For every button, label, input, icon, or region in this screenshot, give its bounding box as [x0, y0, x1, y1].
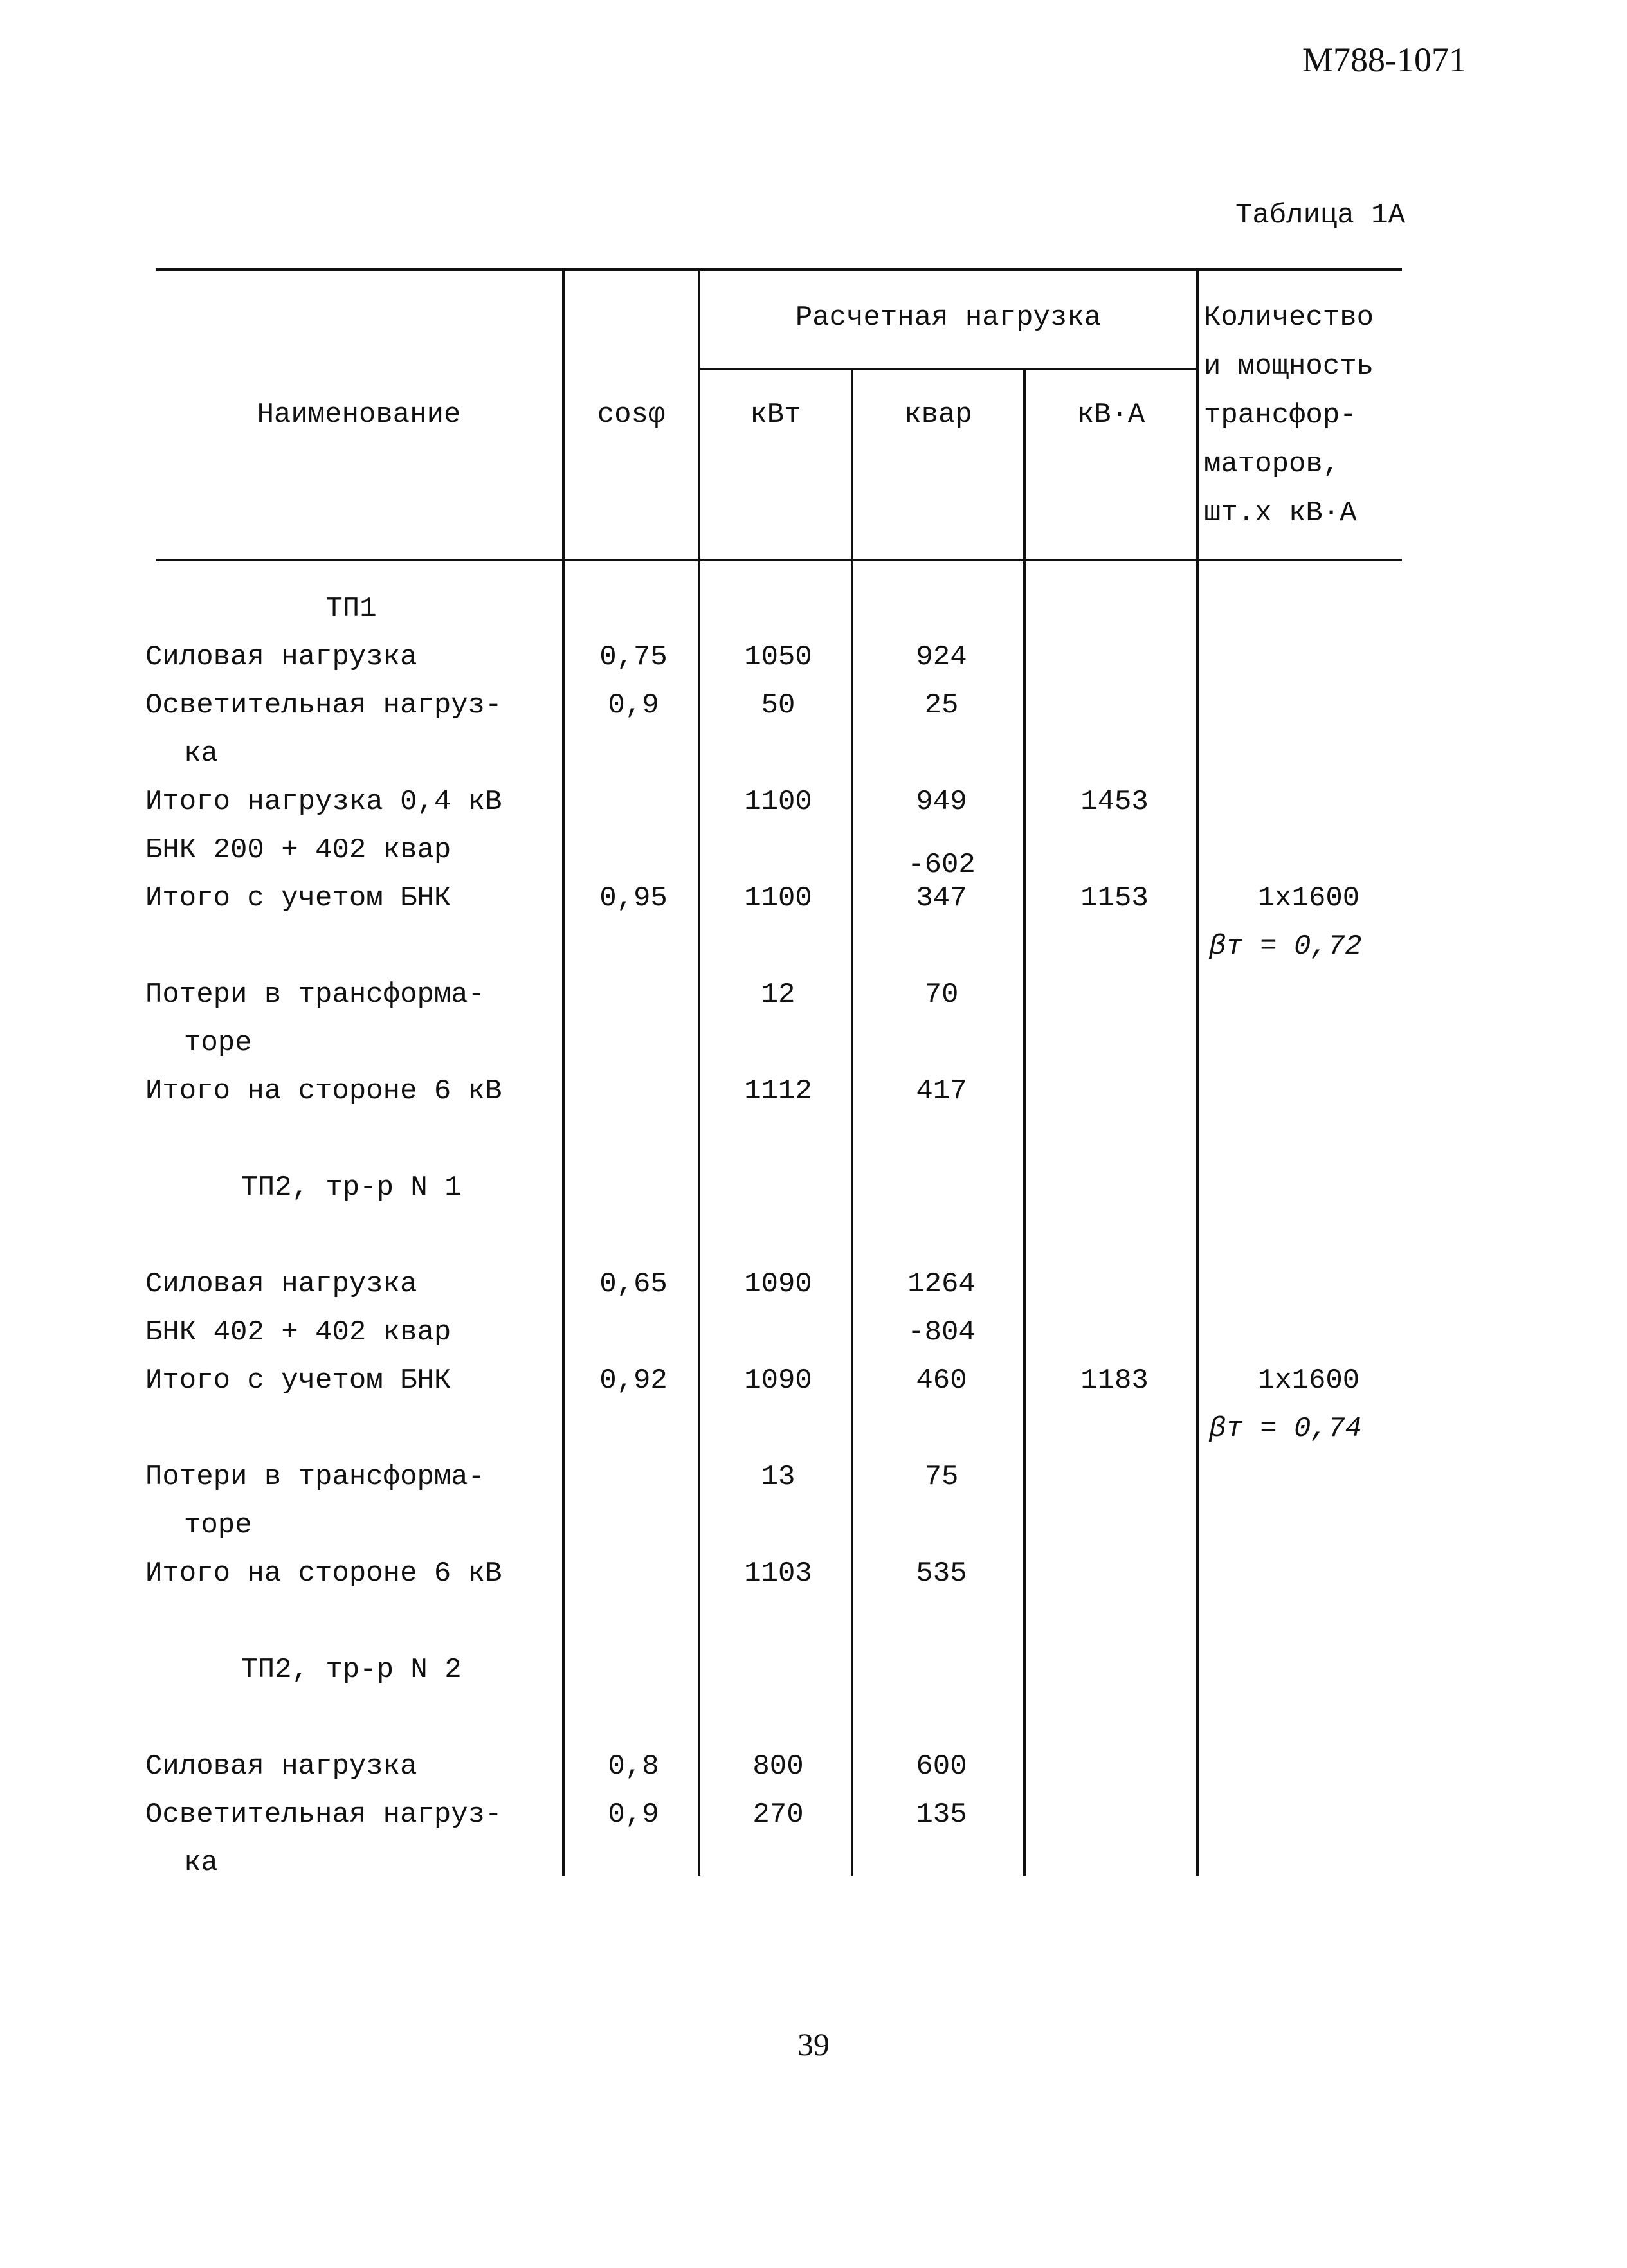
section-title: ТП1 [325, 593, 377, 625]
row-name: Осветительная нагруз- [145, 689, 502, 721]
row-kw: 13 [761, 1461, 795, 1493]
row-name: Потери в трансформа- [145, 979, 486, 1011]
row-kw: 270 [752, 1799, 804, 1831]
row-kw: 12 [761, 979, 795, 1011]
column-divider [1023, 368, 1026, 1876]
header-bottom-rule [156, 559, 1402, 561]
row-cos: 0,9 [608, 1799, 659, 1831]
row-kva: 1153 [1080, 882, 1149, 914]
row-name: Итого нагрузка 0,4 кВ [145, 786, 502, 818]
row-name: Осветительная нагруз- [145, 1799, 502, 1831]
row-kvar: 1264 [907, 1268, 976, 1300]
row-name: Итого на стороне 6 кВ [145, 1557, 502, 1590]
row-kvar: 75 [924, 1461, 959, 1493]
column-divider [851, 368, 853, 1876]
row-cos: 0,75 [599, 641, 668, 673]
header-kva: кВ·А [1077, 399, 1145, 431]
header-calculated-load: Расчетная нагрузка [795, 302, 1102, 334]
row-kvar: 924 [916, 641, 967, 673]
row-kva: 1183 [1080, 1365, 1149, 1397]
row-kw: 1100 [744, 882, 812, 914]
row-kva: 1453 [1080, 786, 1149, 818]
row-kw: 1103 [744, 1557, 812, 1590]
header-transformers [1204, 293, 1374, 538]
row-cos: 0,92 [599, 1365, 668, 1397]
header-kvar: квар [904, 399, 972, 431]
row-kvar: 347 [916, 882, 967, 914]
row-kvar: 535 [916, 1557, 967, 1590]
row-kvar: 135 [916, 1799, 967, 1831]
column-divider [698, 268, 700, 1876]
row-kvar: 600 [916, 1750, 967, 1783]
row-cos: 0,95 [599, 882, 668, 914]
row-kvar: 460 [916, 1365, 967, 1397]
row-cos: 0,8 [608, 1750, 659, 1783]
row-name: Итого с учетом БНК [145, 1365, 451, 1397]
load-factor: βт = 0,74 [1209, 1413, 1362, 1445]
row-kw: 1090 [744, 1365, 812, 1397]
row-name-continuation: торе [184, 1509, 252, 1541]
row-kvar: 25 [924, 689, 959, 721]
section-title: ТП2, тр-р N 1 [241, 1172, 462, 1204]
header-cos: cosφ [597, 399, 666, 431]
row-name: БНК 402 + 402 квар [145, 1316, 451, 1348]
section-title: ТП2, тр-р N 2 [241, 1654, 462, 1686]
header-transformers-line: трансфор- [1204, 399, 1357, 431]
row-kvar: 70 [924, 979, 959, 1011]
header-name: Наименование [257, 399, 461, 431]
row-kvar: 949 [916, 786, 967, 818]
row-name: Силовая нагрузка [145, 1750, 417, 1783]
row-kvar: -602 [907, 849, 976, 881]
page-number: 39 [797, 2026, 830, 2062]
document-code: М788-1071 [1302, 41, 1466, 79]
header-transformers-line: шт.х кВ·А [1204, 497, 1357, 529]
row-kw: 50 [761, 689, 795, 721]
header-subgroup-rule [698, 368, 1196, 370]
transformer-count: 1х1600 [1257, 1365, 1360, 1397]
header-kw: кВт [750, 399, 801, 431]
row-name: Потери в трансформа- [145, 1461, 486, 1493]
row-cos: 0,65 [599, 1268, 668, 1300]
table-title: Таблица 1А [1235, 199, 1405, 231]
column-divider [1196, 268, 1199, 1876]
header-transformers-line: и мощность [1204, 350, 1374, 383]
row-name: БНК 200 + 402 квар [145, 834, 451, 866]
row-name: Силовая нагрузка [145, 1268, 417, 1300]
row-kvar: 417 [916, 1075, 967, 1107]
row-name-continuation: ка [184, 1847, 218, 1879]
row-cos: 0,9 [608, 689, 659, 721]
row-name: Итого на стороне 6 кВ [145, 1075, 502, 1107]
row-name: Силовая нагрузка [145, 641, 417, 673]
row-kw: 1112 [744, 1075, 812, 1107]
transformer-count: 1х1600 [1257, 882, 1360, 914]
header-transformers-line: Количество [1204, 302, 1374, 334]
load-factor: βт = 0,72 [1209, 930, 1362, 963]
table-top-rule [156, 268, 1402, 271]
header-transformers-line: маторов, [1204, 448, 1340, 480]
row-kvar: -804 [907, 1316, 976, 1348]
row-name-continuation: ка [184, 738, 218, 770]
row-kw: 800 [752, 1750, 804, 1783]
row-kw: 1100 [744, 786, 812, 818]
column-divider [562, 268, 565, 1876]
row-kw: 1050 [744, 641, 812, 673]
row-name-continuation: торе [184, 1027, 252, 1059]
row-name: Итого с учетом БНК [145, 882, 451, 914]
row-kw: 1090 [744, 1268, 812, 1300]
